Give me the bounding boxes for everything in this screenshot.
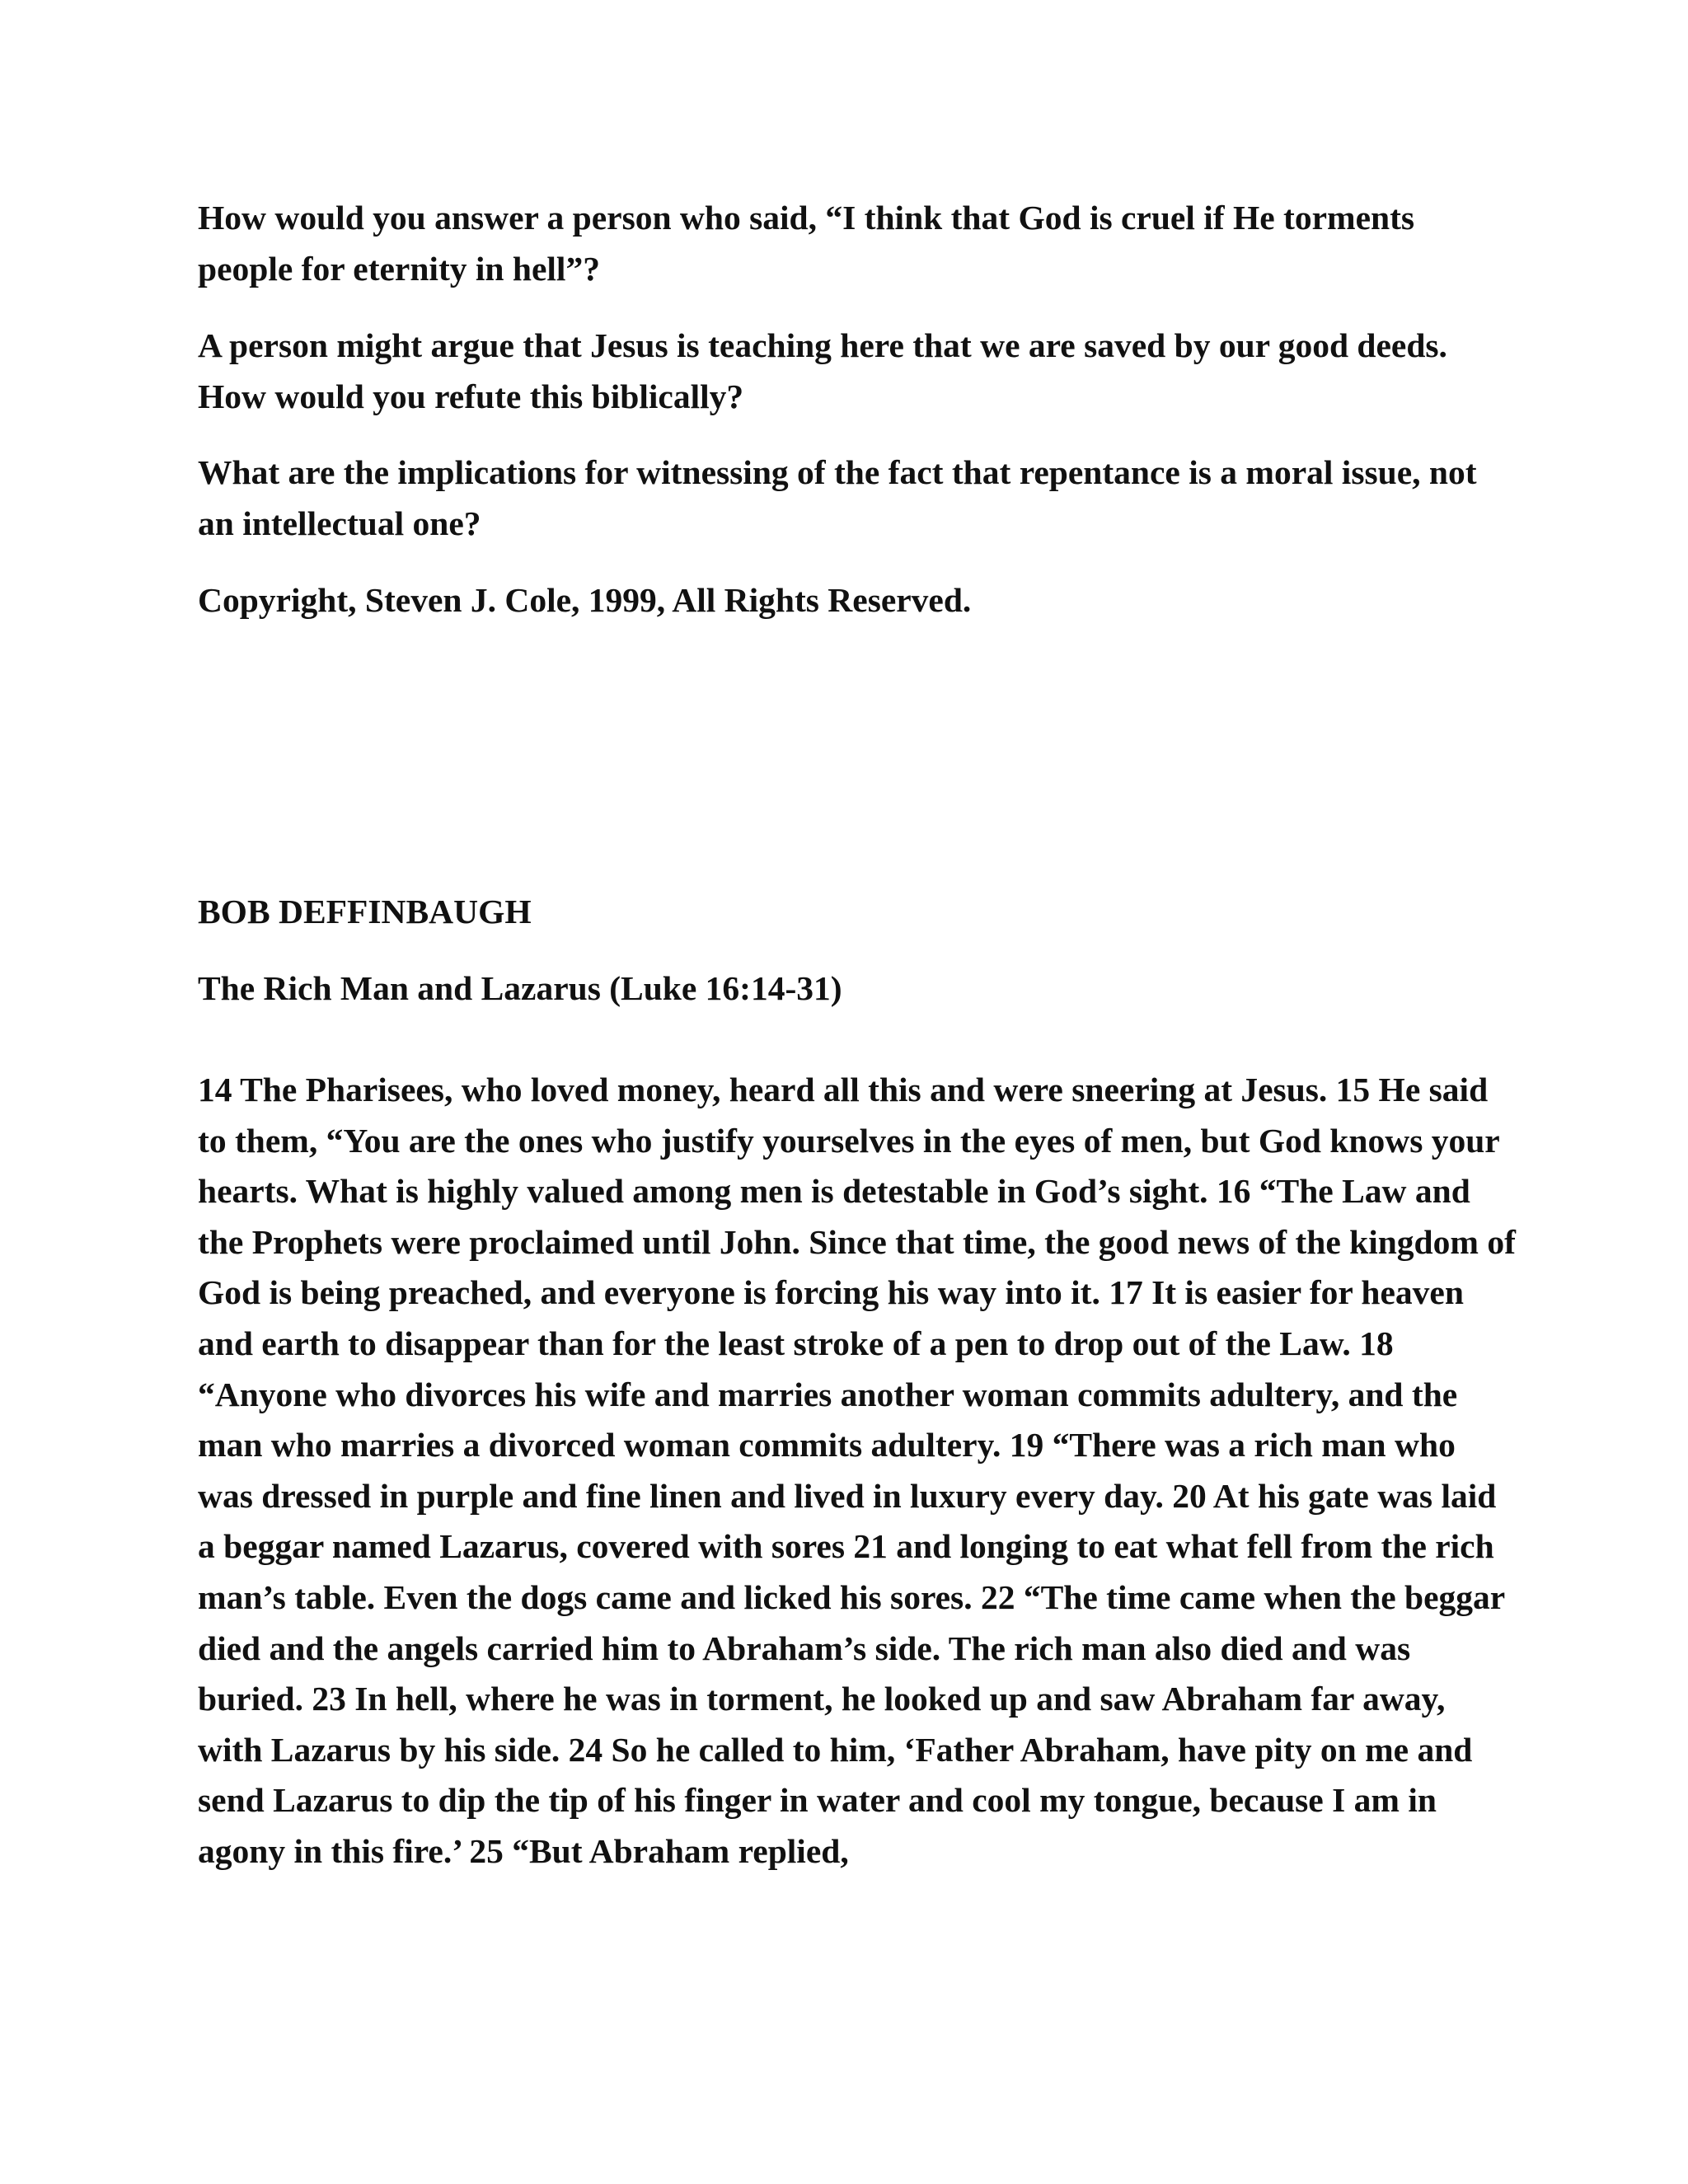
- study-question-3: What are the implications for witnessing of the fact that repentance is a moral issue, not an intellectual one?: [198, 453, 1477, 542]
- sermon-title: The Rich Man and Lazarus (Luke 16:14-31): [198, 969, 842, 1007]
- author-heading: BOB DEFFINBAUGH: [198, 893, 532, 930]
- copyright-notice: Copyright, Steven J. Cole, 1999, All Rights Reserved.: [198, 581, 972, 619]
- study-question-1: How would you answer a person who said, “I think that God is cruel if He torments people for eternity in hell”?: [198, 199, 1415, 288]
- study-question-2: A person might argue that Jesus is teaching here that we are saved by our good deeds. How would you refute this biblically?: [198, 326, 1447, 415]
- scripture-passage: 14 The Pharisees, who loved money, heard all this and were sneering at Jesus. 15 He said to them, “You are the ones who justify yourselves in the eyes of men, but God knows your hearts. What is highly valued among men is detestable in God’s sight. 16 “The Law and the Prophets were proclaimed until John. Since that time, the good news of the kingdom of God is being preached, and everyone is forcing his way into it. 17 It is easier for heaven and earth to disappear than for the least stroke of a pen to drop out of the Law. 18 “Anyone who divorces his wife and marries another woman commits adultery, and the man who marries a divorced woman commits adultery. 19 “There was a rich man who was dressed in purple and fine linen and lived in luxury every day. 20 At his gate was laid a beggar named Lazarus, covered with sores 21 and longing to eat what fell from the rich man’s table. Even the dogs came and licked his sores. 22 “The time came when the beggar died and the angels carried him to Abraham’s side. The rich man also died and was buried. 23 In hell, where he was in torment, he looked up and saw Abraham far away, with Lazarus by his side. 24 So he called to him, ‘Father Abraham, have pity on me and send Lazarus to dip the tip of his finger in water and cool my tongue, because I am in agony in this fire.’ 25 “But Abraham replied,: [198, 1071, 1516, 1870]
